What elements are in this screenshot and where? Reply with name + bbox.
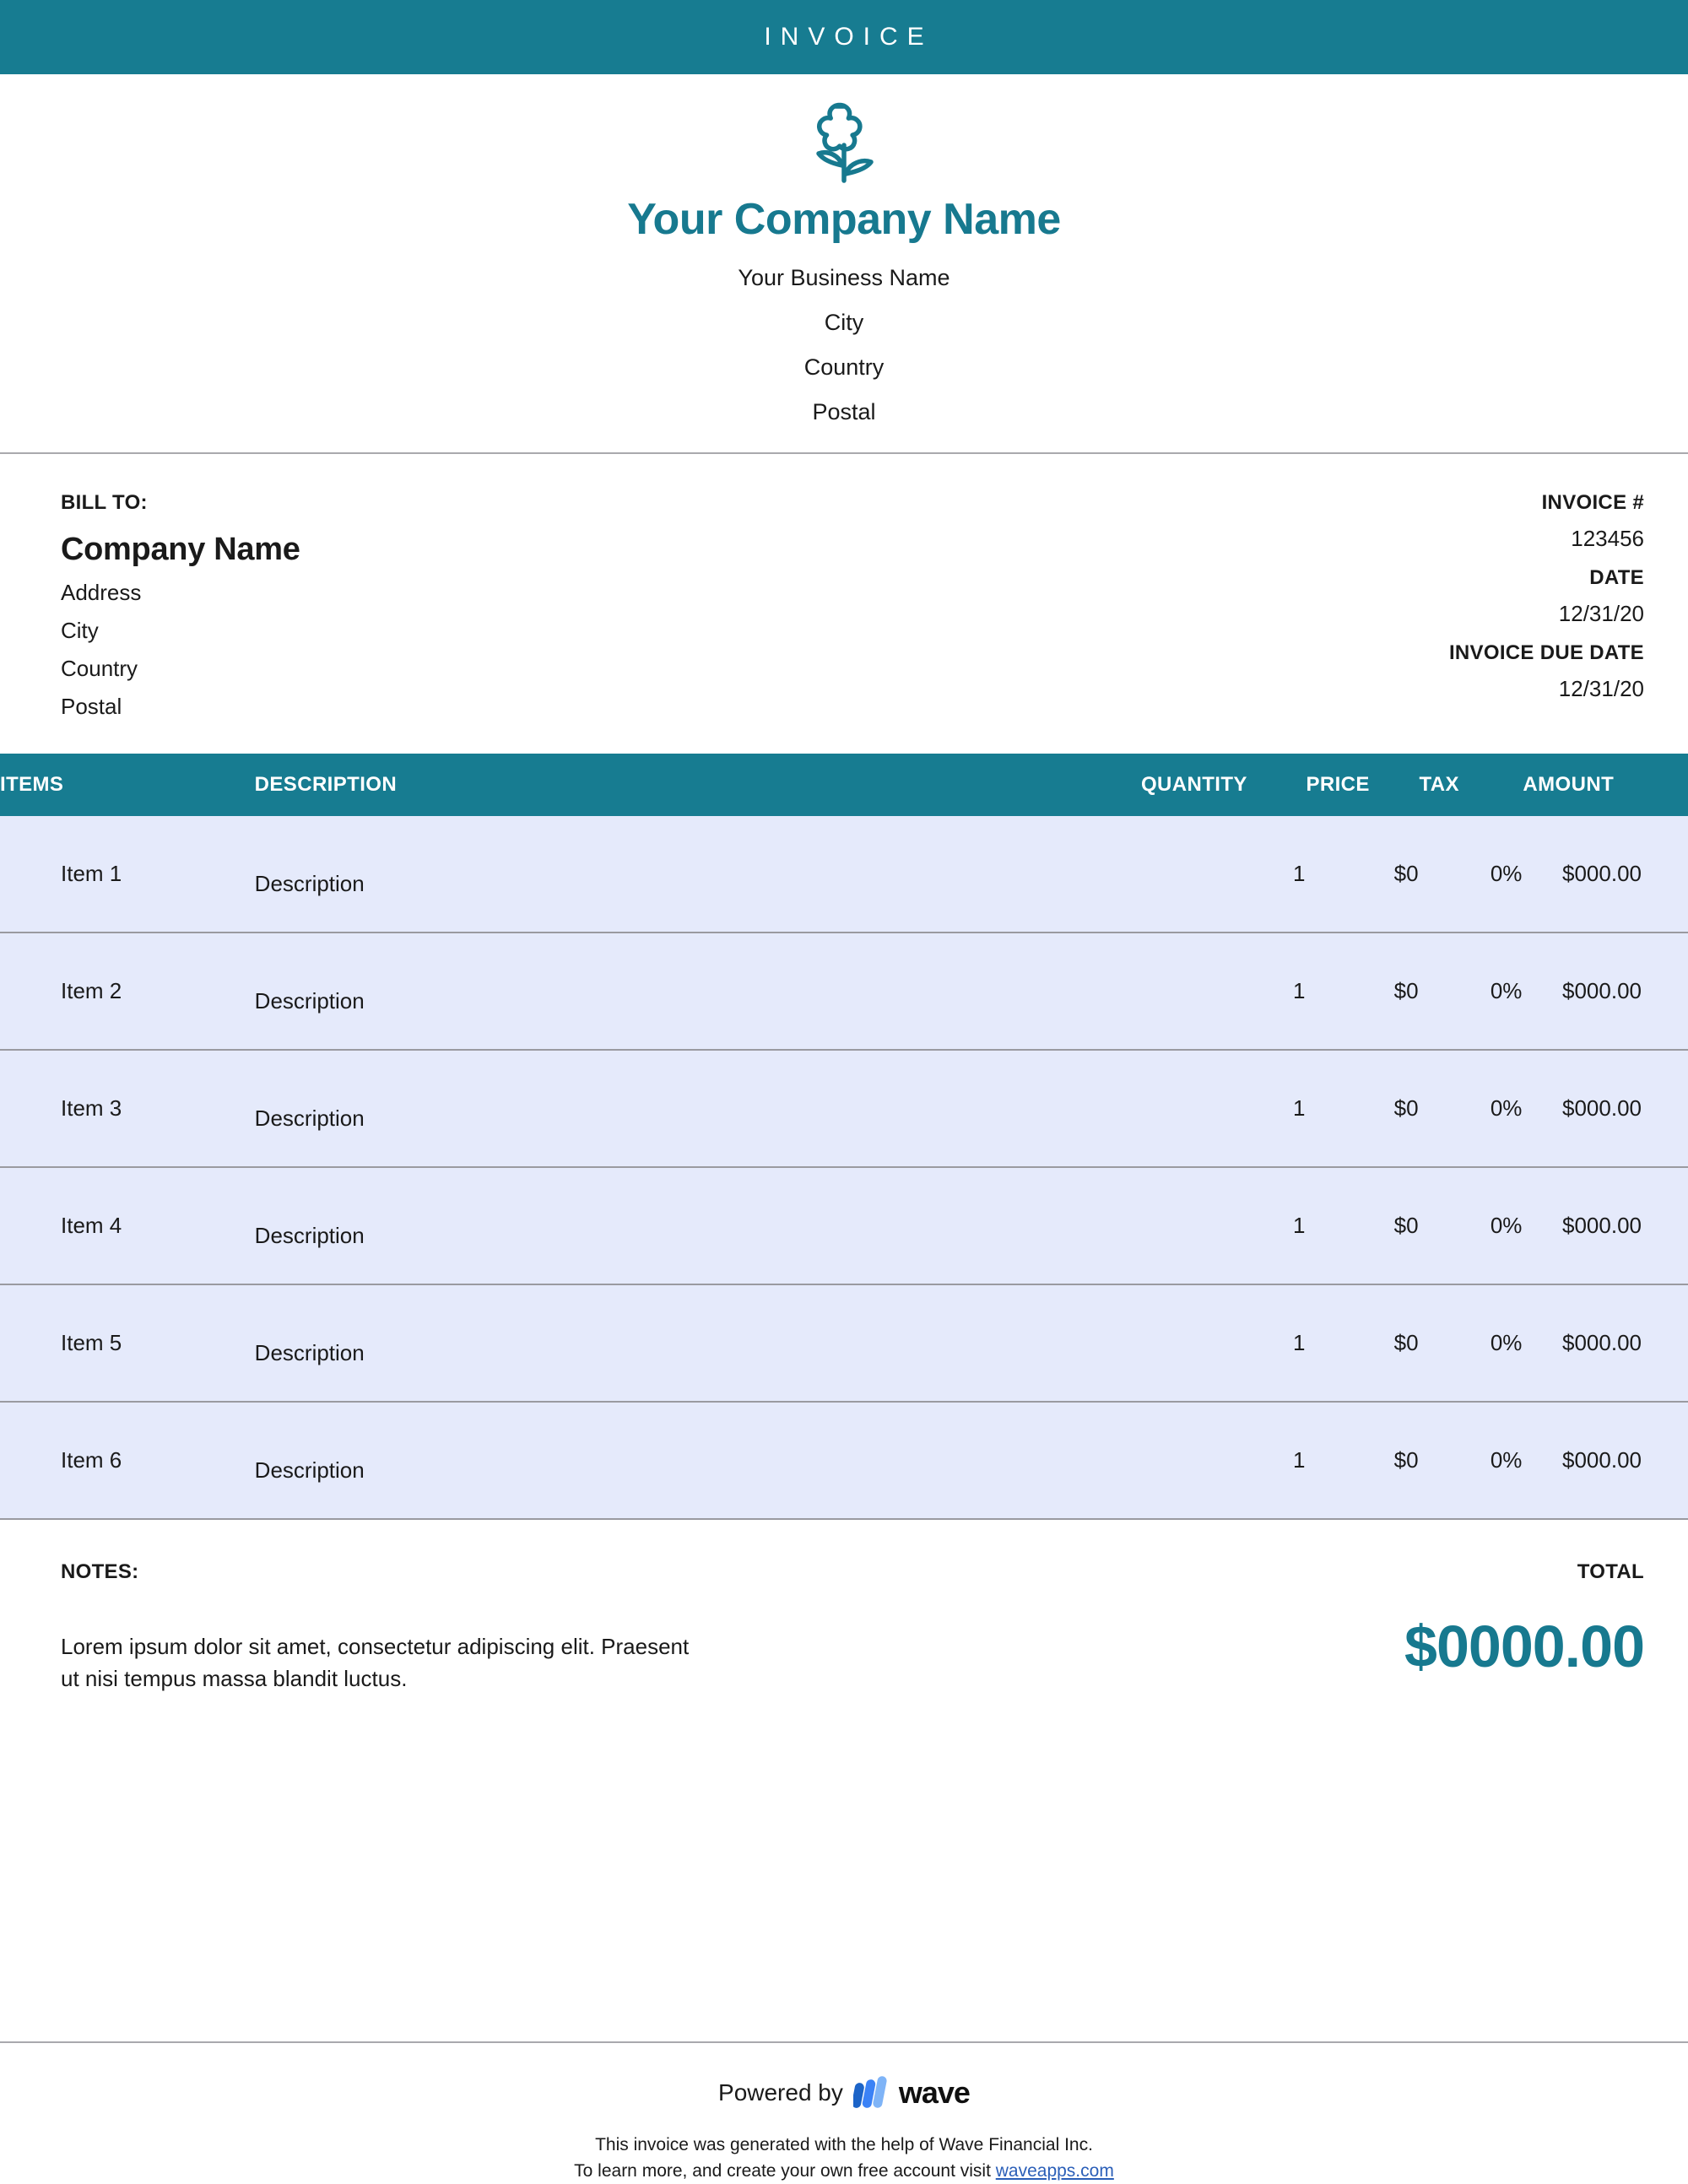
row-amount: $000.00 xyxy=(1523,1050,1688,1167)
table-body xyxy=(0,816,1688,1519)
table-row xyxy=(0,933,1688,1050)
notes-text: Lorem ipsum dolor sit amet, consectetur adipiscing elit. Praesent ut nisi tempus massa blandit luctus. xyxy=(61,1634,690,1691)
column-header-tax: TAX xyxy=(1420,754,1523,816)
company-name: Your Company Name xyxy=(627,195,1061,244)
row-quantity: 1 xyxy=(1141,1050,1307,1167)
bill-to-address: Address xyxy=(61,580,142,605)
line-items-table xyxy=(0,754,1688,1520)
footer-content xyxy=(0,2043,1688,2184)
waveapps-link[interactable]: waveapps.com xyxy=(995,2160,1114,2181)
row-description: Description xyxy=(255,1167,1141,1284)
invoice-footer xyxy=(0,2041,1688,2184)
row-item-name: Item 3 xyxy=(0,1050,255,1167)
footer-disclaimer xyxy=(0,2133,1688,2184)
row-amount: $000.00 xyxy=(1523,1167,1688,1284)
invoice-number-value: 123456 xyxy=(1571,526,1644,551)
row-quantity: 1 xyxy=(1141,933,1307,1050)
invoice-header-bar xyxy=(0,0,1688,74)
row-amount: $000.00 xyxy=(1523,816,1688,933)
bill-to-label: BILL TO: xyxy=(61,491,148,514)
bill-to-company: Company Name xyxy=(61,532,300,567)
row-item-name: Item 2 xyxy=(0,933,255,1050)
wave-wordmark: wave xyxy=(898,2075,970,2111)
total-amount: $0000.00 xyxy=(1404,1614,1644,1679)
company-header xyxy=(0,74,1688,452)
invoice-date-label: DATE xyxy=(1589,566,1644,589)
table-row xyxy=(0,1284,1688,1402)
wave-mark-icon xyxy=(853,2076,892,2110)
row-price: $0 xyxy=(1306,816,1419,933)
row-quantity: 1 xyxy=(1141,816,1307,933)
invoice-number-label: INVOICE # xyxy=(1541,491,1644,514)
row-price: $0 xyxy=(1306,1402,1419,1519)
column-header-price: PRICE xyxy=(1306,754,1419,816)
business-name: Your Business Name xyxy=(738,265,950,290)
row-tax: 0% xyxy=(1420,933,1523,1050)
total-label: TOTAL xyxy=(1577,1560,1644,1583)
row-price: $0 xyxy=(1306,933,1419,1050)
row-amount: $000.00 xyxy=(1523,1402,1688,1519)
invoice-date-value: 12/31/20 xyxy=(1558,601,1644,626)
bill-to-city: City xyxy=(61,618,99,643)
flower-icon xyxy=(803,98,885,186)
powered-by-row xyxy=(0,2075,1688,2111)
row-quantity: 1 xyxy=(1141,1402,1307,1519)
bill-to-section xyxy=(0,454,1688,754)
company-city: City xyxy=(824,310,864,335)
row-tax: 0% xyxy=(1420,1167,1523,1284)
notes-block xyxy=(61,1560,702,1695)
total-block xyxy=(1404,1560,1644,1695)
row-item-name: Item 5 xyxy=(0,1284,255,1402)
row-item-name: Item 1 xyxy=(0,816,255,933)
disclaimer-prefix: To learn more, and create your own free account visit xyxy=(574,2160,996,2181)
notes-label: NOTES: xyxy=(61,1560,139,1583)
row-amount: $000.00 xyxy=(1523,933,1688,1050)
notes-total-section xyxy=(0,1520,1688,1695)
table-row xyxy=(0,816,1688,933)
row-description: Description xyxy=(255,1402,1141,1519)
company-postal: Postal xyxy=(812,399,876,424)
table-header-row xyxy=(0,754,1688,816)
disclaimer-line-2 xyxy=(0,2159,1688,2184)
table-row xyxy=(0,1402,1688,1519)
row-description: Description xyxy=(255,933,1141,1050)
bill-to-country: Country xyxy=(61,656,138,681)
column-header-items: ITEMS xyxy=(0,754,255,816)
company-logo xyxy=(0,98,1688,186)
page-title: INVOICE xyxy=(764,23,933,51)
disclaimer-line-1: This invoice was generated with the help of Wave Financial Inc. xyxy=(595,2135,1093,2155)
table-row xyxy=(0,1167,1688,1284)
row-item-name: Item 4 xyxy=(0,1167,255,1284)
row-tax: 0% xyxy=(1420,1050,1523,1167)
row-item-name: Item 6 xyxy=(0,1402,255,1519)
invoice-meta-block xyxy=(1449,491,1644,720)
row-price: $0 xyxy=(1306,1284,1419,1402)
bill-to-block xyxy=(61,491,300,720)
bill-to-postal: Postal xyxy=(61,694,122,719)
row-tax: 0% xyxy=(1420,1402,1523,1519)
row-tax: 0% xyxy=(1420,1284,1523,1402)
row-description: Description xyxy=(255,816,1141,933)
table-row xyxy=(0,1050,1688,1167)
column-header-description: DESCRIPTION xyxy=(255,754,1141,816)
wave-logo xyxy=(853,2075,970,2111)
row-description: Description xyxy=(255,1284,1141,1402)
invoice-due-date-value: 12/31/20 xyxy=(1558,676,1644,701)
row-quantity: 1 xyxy=(1141,1167,1307,1284)
row-price: $0 xyxy=(1306,1050,1419,1167)
row-quantity: 1 xyxy=(1141,1284,1307,1402)
table-header xyxy=(0,754,1688,816)
row-tax: 0% xyxy=(1420,816,1523,933)
invoice-due-date-label: INVOICE DUE DATE xyxy=(1448,641,1644,664)
row-description: Description xyxy=(255,1050,1141,1167)
row-price: $0 xyxy=(1306,1167,1419,1284)
company-country: Country xyxy=(803,354,885,380)
column-header-amount: AMOUNT xyxy=(1523,754,1688,816)
row-amount: $000.00 xyxy=(1523,1284,1688,1402)
powered-by-label: Powered by xyxy=(718,2079,843,2106)
column-header-quantity: QUANTITY xyxy=(1141,754,1307,816)
